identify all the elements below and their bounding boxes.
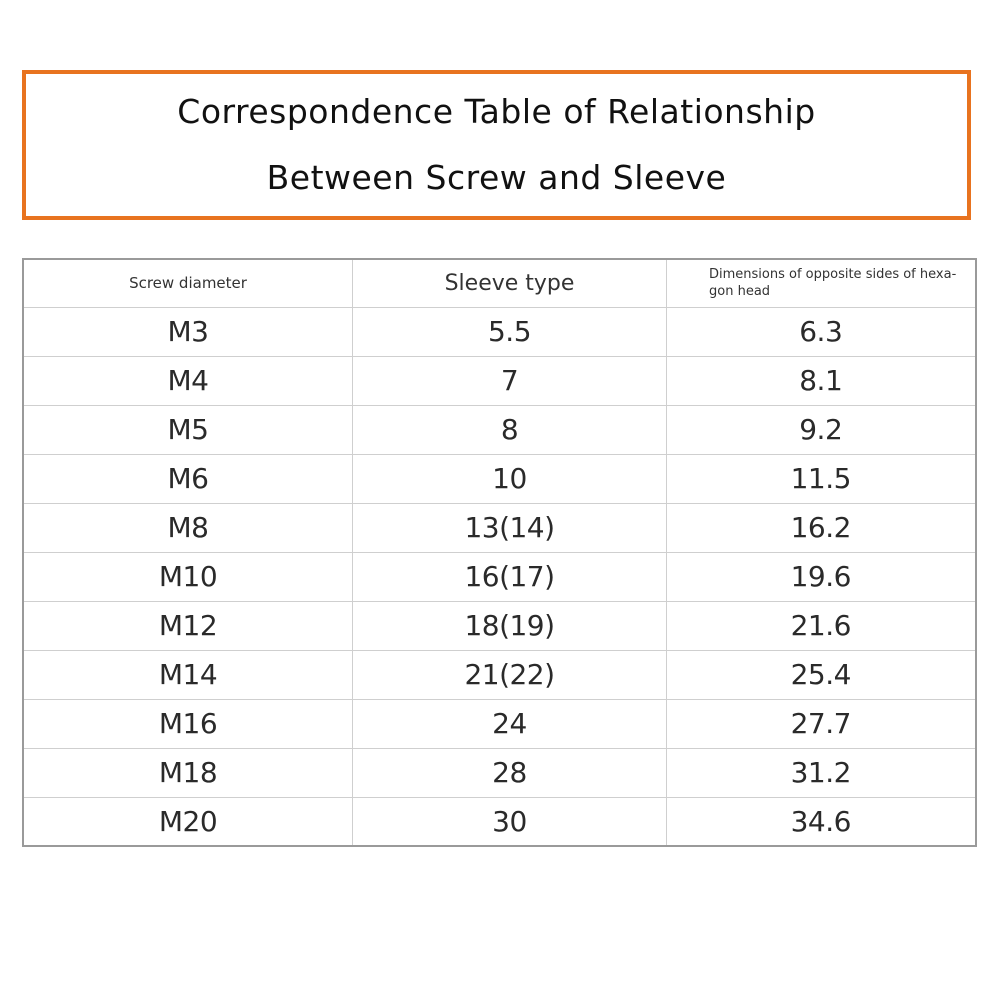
table-row [23, 356, 976, 405]
table-row [23, 748, 976, 797]
screw-sleeve-table [22, 258, 977, 847]
title-line-2: Between Screw and Sleeve [266, 158, 727, 197]
sleeve-type-cell: 5.5 [353, 307, 667, 356]
hex-dimension-cell: 9.2 [667, 405, 976, 454]
screw-diameter-cell: M5 [23, 405, 353, 454]
screw-diameter-cell: M14 [23, 650, 353, 699]
hex-dimension-cell: 11.5 [667, 454, 976, 503]
screw-diameter-cell: M18 [23, 748, 353, 797]
screw-diameter-cell: M8 [23, 503, 353, 552]
table-row [23, 405, 976, 454]
table-row [23, 552, 976, 601]
hex-dimension-cell: 21.6 [667, 601, 976, 650]
table-row [23, 503, 976, 552]
screw-diameter-cell: M10 [23, 552, 353, 601]
hex-dimension-cell: 16.2 [667, 503, 976, 552]
screw-diameter-cell: M4 [23, 356, 353, 405]
screw-diameter-cell: M16 [23, 699, 353, 748]
hex-dimension-cell: 8.1 [667, 356, 976, 405]
sleeve-type-cell: 16(17) [353, 552, 667, 601]
hex-dimension-cell: 19.6 [667, 552, 976, 601]
screw-diameter-cell: M3 [23, 307, 353, 356]
table-row [23, 307, 976, 356]
header-hex-dimensions: Dimensions of opposite sides of hexa-gon head [667, 259, 976, 307]
hex-dimension-cell: 27.7 [667, 699, 976, 748]
sleeve-type-cell: 10 [353, 454, 667, 503]
title-box [22, 70, 971, 220]
hex-dimension-cell: 25.4 [667, 650, 976, 699]
hex-dimension-cell: 34.6 [667, 797, 976, 846]
table-row [23, 454, 976, 503]
header-sleeve-type: Sleeve type [353, 259, 667, 307]
sleeve-type-cell: 30 [353, 797, 667, 846]
table-row [23, 601, 976, 650]
table-row [23, 699, 976, 748]
table-row [23, 650, 976, 699]
hex-dimension-cell: 6.3 [667, 307, 976, 356]
title-line-1: Correspondence Table of Relationship [177, 92, 816, 131]
table-header-row [23, 259, 976, 307]
sleeve-type-cell: 18(19) [353, 601, 667, 650]
sleeve-type-cell: 13(14) [353, 503, 667, 552]
table-row [23, 797, 976, 846]
screw-diameter-cell: M20 [23, 797, 353, 846]
sleeve-type-cell: 21(22) [353, 650, 667, 699]
table-body [23, 307, 976, 846]
hex-dimension-cell: 31.2 [667, 748, 976, 797]
header-screw-diameter: Screw diameter [23, 259, 353, 307]
sleeve-type-cell: 28 [353, 748, 667, 797]
sleeve-type-cell: 7 [353, 356, 667, 405]
screw-diameter-cell: M6 [23, 454, 353, 503]
sleeve-type-cell: 8 [353, 405, 667, 454]
sleeve-type-cell: 24 [353, 699, 667, 748]
screw-diameter-cell: M12 [23, 601, 353, 650]
